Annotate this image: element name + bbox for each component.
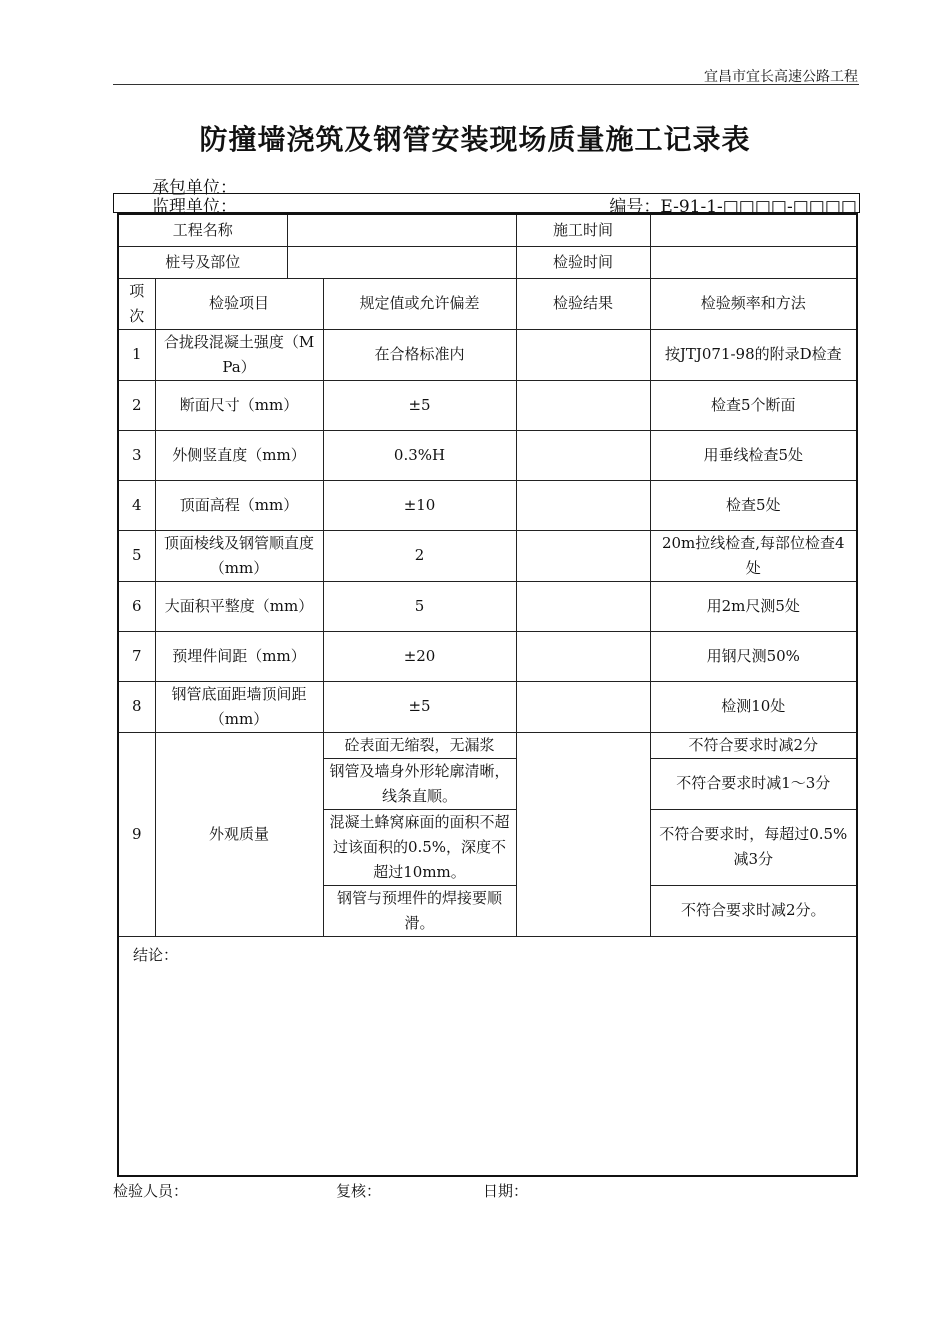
appearance-req: 砼表面无缩裂，无漏浆 [323,732,516,758]
row-result[interactable] [516,380,650,430]
row-tolerance: ±5 [323,380,516,430]
column-header-row [118,278,857,329]
table-row [118,480,857,530]
construction-time-value[interactable] [650,214,857,246]
row-method: 20m拉线检查,每部位检查4处 [650,530,857,581]
page-title: 防撞墙浇筑及钢管安装现场质量施工记录表 [199,123,751,156]
appearance-result[interactable] [516,732,650,936]
appearance-item: 外观质量 [155,732,323,936]
col-item: 检验项目 [155,278,323,329]
row-index: 8 [118,681,155,732]
appearance-req: 混凝土蜂窝麻面的面积不超过该面积的0.5%，深度不超过10mm。 [323,809,516,885]
col-method: 检验频率和方法 [650,278,857,329]
row-method: 用钢尺测50% [650,631,857,681]
row-index: 2 [118,380,155,430]
row-index: 6 [118,581,155,631]
row-item: 断面尺寸（mm） [155,380,323,430]
row-result[interactable] [516,581,650,631]
construction-time-label: 施工时间 [516,214,650,246]
table-row [118,329,857,380]
inspection-time-label: 检验时间 [516,246,650,278]
appearance-deduct: 不符合要求时减1～3分 [650,758,857,809]
appearance-deduct: 不符合要求时减2分。 [650,885,857,936]
inspection-time-value[interactable] [650,246,857,278]
info-row-1 [118,214,857,246]
col-tolerance: 规定值或允许偏差 [323,278,516,329]
row-tolerance: 2 [323,530,516,581]
appearance-index: 9 [118,732,155,936]
row-result[interactable] [516,430,650,480]
row-item: 大面积平整度（mm） [155,581,323,631]
row-method: 检查5个断面 [650,380,857,430]
row-index: 5 [118,530,155,581]
table-row [118,581,857,631]
row-tolerance: 在合格标准内 [323,329,516,380]
row-tolerance: 5 [323,581,516,631]
row-method: 检测10处 [650,681,857,732]
row-method: 按JTJ071-98的附录D检查 [650,329,857,380]
info-row-2 [118,246,857,278]
supervisor-code-row [113,193,860,217]
row-tolerance: ±10 [323,480,516,530]
row-result[interactable] [516,480,650,530]
row-item: 预埋件间距（mm） [155,631,323,681]
row-result[interactable] [516,329,650,380]
form-code: 编号：E-91-1-□□□□-□□□□ [609,197,857,217]
reviewer-label: 复核： [336,1182,382,1200]
appearance-deduct: 不符合要求时，每超过0.5%减3分 [650,809,857,885]
row-item: 顶面高程（mm） [155,480,323,530]
row-method: 用垂线检查5处 [650,430,857,480]
row-item: 顶面棱线及钢管顺直度（mm） [155,530,323,581]
row-result[interactable] [516,530,650,581]
row-result[interactable] [516,681,650,732]
table-row [118,530,857,581]
table-row [118,681,857,732]
conclusion-row [118,936,857,1176]
inspector-label: 检验人员： [113,1182,189,1200]
inspection-table [117,213,858,1177]
row-index: 1 [118,329,155,380]
conclusion-cell[interactable] [118,936,857,1176]
row-method: 检查5处 [650,480,857,530]
appearance-req: 钢管与预埋件的焊接要顺滑。 [323,885,516,936]
col-result: 检验结果 [516,278,650,329]
row-tolerance: 0.3%H [323,430,516,480]
date-label: 日期： [483,1182,529,1200]
header-divider [113,84,859,85]
conclusion-label: 结论： [133,945,179,964]
appearance-row [118,732,857,758]
station-label: 桩号及部位 [118,246,287,278]
project-name-value[interactable] [287,214,516,246]
station-value[interactable] [287,246,516,278]
row-item: 外侧竖直度（mm） [155,430,323,480]
row-item: 合拢段混凝土强度（MPa） [155,329,323,380]
header-project: 宜昌市宜长高速公路工程 [704,69,858,85]
col-index: 项次 [118,278,155,329]
appearance-req: 钢管及墙身外形轮廓清晰，线条直顺。 [323,758,516,809]
row-method: 用2m尺测5处 [650,581,857,631]
project-name-label: 工程名称 [118,214,287,246]
table-row [118,631,857,681]
row-result[interactable] [516,631,650,681]
row-item: 钢管底面距墙顶间距（mm） [155,681,323,732]
supervisor-label: 监理单位： [152,197,237,217]
table-row [118,430,857,480]
row-index: 7 [118,631,155,681]
appearance-deduct: 不符合要求时减2分 [650,732,857,758]
row-tolerance: ±20 [323,631,516,681]
row-tolerance: ±5 [323,681,516,732]
row-index: 3 [118,430,155,480]
table-row [118,380,857,430]
row-index: 4 [118,480,155,530]
contractor-label: 承包单位： [152,178,237,198]
